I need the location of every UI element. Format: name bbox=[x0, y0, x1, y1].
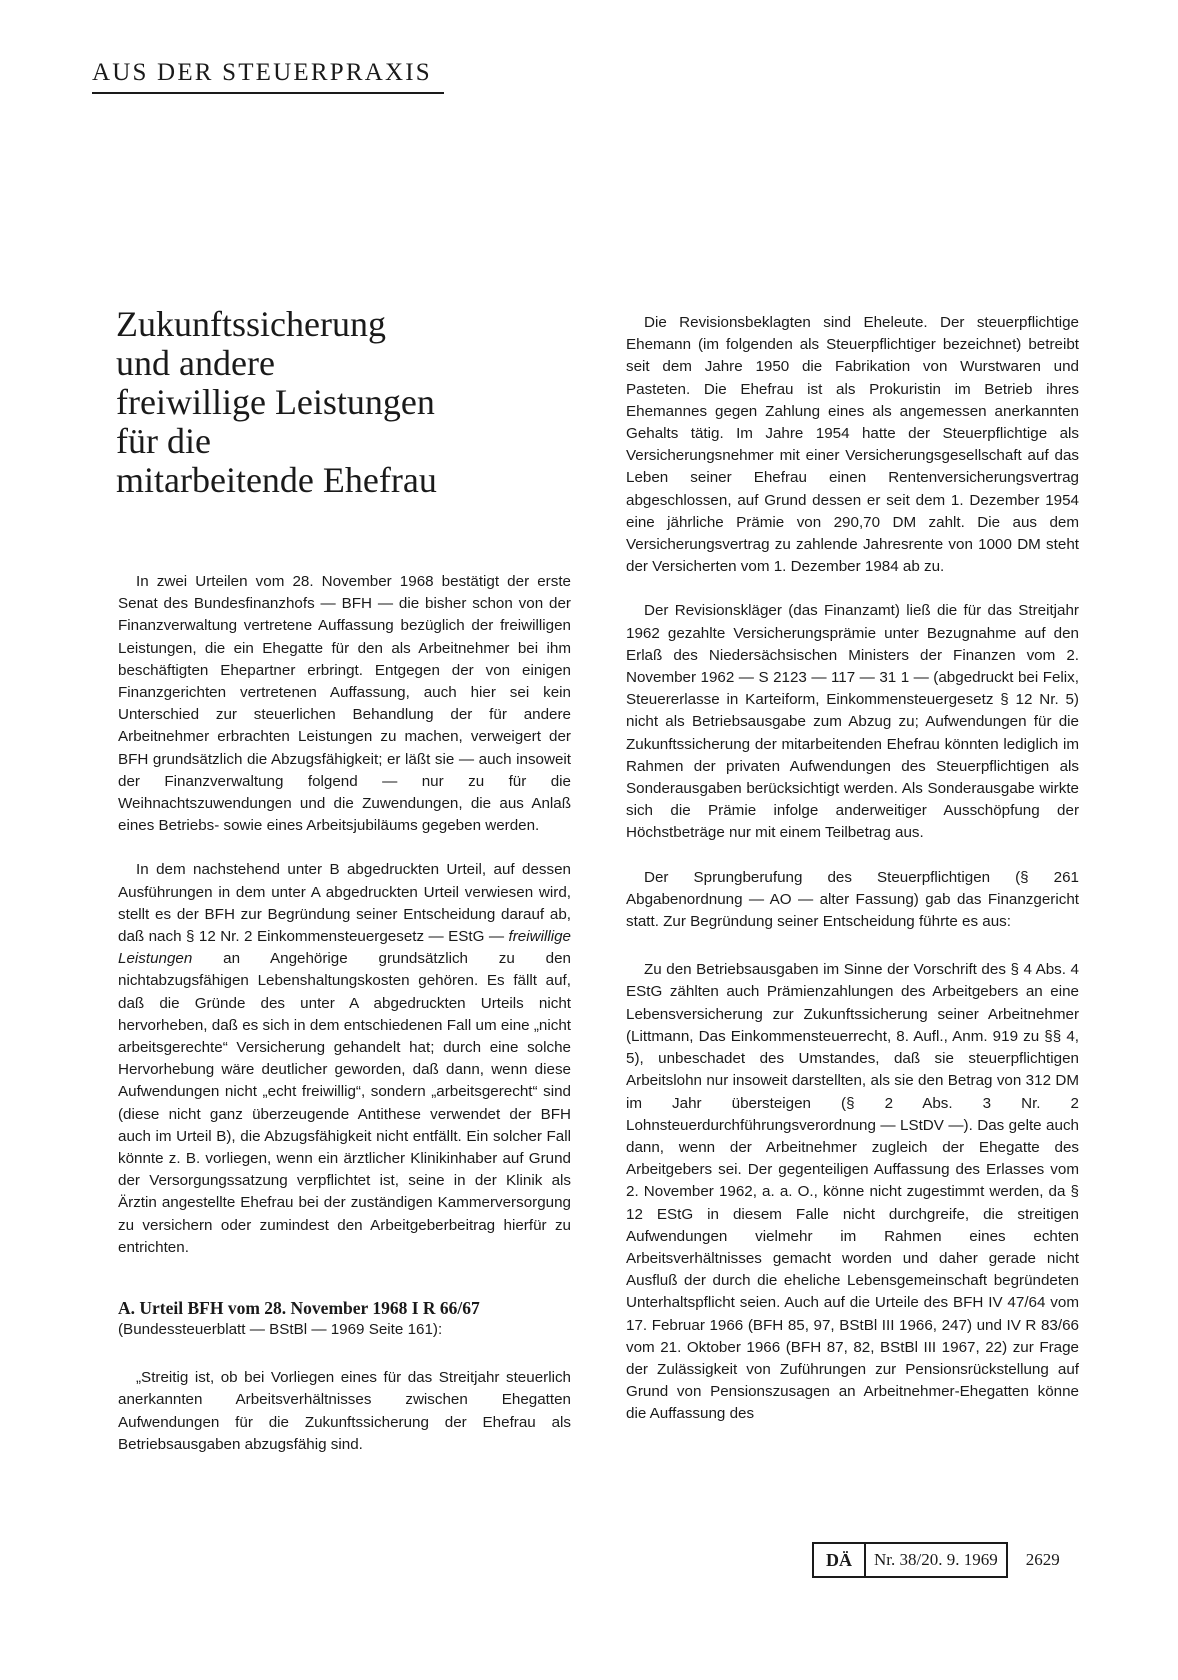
title-line: für die bbox=[116, 421, 211, 461]
title-line: mitarbeitende Ehefrau bbox=[116, 460, 437, 500]
issue-box bbox=[812, 1542, 1008, 1578]
verdict-citation: (Bundessteuerblatt — BStBl — 1969 Seite 161): bbox=[118, 1321, 443, 1339]
right-column bbox=[626, 312, 1079, 1426]
body-paragraph: Die Revisionsbeklagten sind Eheleute. Der steuerpflichtige Ehemann (im folgenden als Steuerpflichtiger bezeichnet) betreibt seit dem Jahre 1950 die Fabrikation von Wurstwaren und Pasteten. Die Ehefrau ist als Prokuristin im Betrieb ihres Ehemannes gegen Zahlung eines als angemessen anerkannten Gehalts tätig. Im Jahre 1954 hatte der Steuerpflichtige als Versicherungsnehmer mit einer Versicherungsgesellschaft auf das Leben seiner Ehefrau einen Rentenversicherungsvertrag abgeschlossen, auf Grund dessen er seit dem 1. Dezember 1954 eine jährliche Prämie von 290,70 DM zahlt. Die aus dem Versicherungsvertrag zu zahlende Jahresrente von 1000 DM steht der Versicherten vom 1. Dezember 1984 ab zu. bbox=[626, 314, 1079, 576]
verdict-title: A. Urteil BFH vom 28. November 1968 I R 66/67 bbox=[118, 1298, 480, 1319]
issue-label: Nr. 38/20. 9. 1969 bbox=[874, 1550, 998, 1569]
verdict-heading bbox=[118, 1297, 571, 1341]
journal-logo: DÄ bbox=[814, 1544, 866, 1576]
body-paragraph bbox=[118, 859, 571, 1259]
emphasis-text: freiwillige Leistungen bbox=[118, 928, 571, 968]
title-line: Zukunftssicherung bbox=[116, 304, 386, 344]
quote-paragraph: „Streitig ist, ob bei Vorliegen eines für das Streitjahr steuerlich anerkannten Arbeitsverhältnisses zwischen Ehegatten Aufwendungen für die Zukunftssicherung der Ehefrau als Betriebsausgaben abzugsfähig sind. bbox=[118, 1369, 571, 1453]
title-line: und andere bbox=[116, 343, 275, 383]
body-paragraph: Zu den Betriebsausgaben im Sinne der Vorschrift des § 4 Abs. 4 EStG zählten auch Prämienzahlungen des Arbeitgebers an eine Lebensversicherung zur Zukunftssicherung seiner Arbeitnehmer (Littmann, Das Einkommensteuerrecht, 8. Aufl., Anm. 919 zu §§ 4, 5), unbeschadet des Umstandes, daß sie steuerpflichtigen Arbeitslohn nur insoweit darstellten, als sie den Betrag von 312 DM im Jahr übersteigen (§ 2 Abs. 3 Nr. 2 Lohnsteuerdurchführungsverordnung — LStDV —). Das gelte auch dann, wenn der Arbeitnehmer zugleich der Ehegatte des Arbeitgebers sei. Der gegenteiligen Auffassung des Erlasses vom 2. November 1962, a. a. O., könne nicht zugestimmt werden, da § 12 EStG in diesem Falle nicht durchgreife, die streitigen Aufwendungen vielmehr im Rahmen eines echten Arbeitsverhältnisses gemacht worden und daher gerade nicht Ausfluß der durch die eheliche Lebensgemeinschaft begründeten Unterhaltspflicht seien. Auch auf die Urteile des BFH IV 47/64 vom 17. Februar 1966 (BFH 85, 97, BStBl III 1966, 247) und IV R 83/66 vom 21. Oktober 1966 (BFH 87, 82, BStBl III 1967, 22) zur Frage der Zulässigkeit von Zuführungen zur Pensionsrückstellung auf Grund von Pensionszusagen an Arbeitnehmer-Ehegatten könne die Auffassung des bbox=[626, 961, 1079, 1423]
title-line: freiwillige Leistungen bbox=[116, 382, 435, 422]
body-paragraph: Der Revisionskläger (das Finanzamt) ließ die für das Streitjahr 1962 gezahlte Versicherungsprämie unter Bezugnahme auf den Erlaß des Niedersächsischen Ministers der Finanzen vom 2. November 1962 — S 2123 — 117 — 31 1 — (abgedruckt bei Felix, Steuererlasse in Karteiform, Einkommensteuergesetz § 12 Nr. 5) nicht als Betriebsausgabe zum Abzug zu; Aufwendungen für die Zukunftssicherung der mitarbeitenden Ehefrau könnten lediglich im Rahmen der privaten Aufwendungen des Steuerpflichtigen als Sonderausgaben berücksichtigt werden. Als Sonderausgabe wirkte sich die Prämie infolge anderweitiger Ausschöpfung der Höchstbeträge nur mit einem Teilbetrag aus. bbox=[626, 602, 1079, 842]
intro-paragraph: In zwei Urteilen vom 28. November 1968 bestätigt der erste Senat des Bundesfinanzhofs — BFH — die bisher schon von der Finanzverwaltung vertretene Auffassung bezüglich der freiwilligen Leistungen, die ein Ehegatte für den als Arbeitnehmer bei ihm beschäftigten Ehepartner erbringt. Entgegen der von einigen Finanzgerichten vertretenen Auffassung, auch hier sei kein Unterschied zur steuerlichen Behandlung der für andere Arbeitnehmer erbrachten Leistungen zu machen, verweigert der BFH grundsätzlich die Abzugsfähigkeit; er läßt sie — auch insoweit der Finanzverwaltung folgend — nur zu für die Weihnachtszuwendungen und die Zuwendungen, die aus Anlaß eines Betriebs- sowie eines Arbeitsjubiläums gegeben werden. bbox=[118, 573, 571, 835]
article-title bbox=[116, 305, 556, 500]
body-text: an Angehörige grundsätzlich zu den nichtabzugsfähigen Lebenshaltungskosten gehören. Es fällt auf, daß die Gründe des unter A abgedruckten Urteils nicht hervorheben, daß es sich in dem entschiedenen Fall um eine „nicht arbeitsgerechte“ Versicherung gehandelt hat; durch eine solche Hervorhebung wäre deutlicher geworden, daß dann, wenn diese Aufwendungen nicht „echt freiwillig“, sondern „arbeitsgerecht“ sind (diese nicht ganz überzeugende Antithese verwendet der BFH auch im Urteil B), die Abzugsfähigkeit nicht entfällt. Ein solcher Fall könnte z. B. vorliegen, wenn ein ärztlicher Klinikinhaber auf Grund der Versorgungssatzung verpflichtet ist, seine in der Klinik als Ärztin angestellte Ehefrau bei der zuständigen Kammerversorgung zu versichern oder zumindest den Arbeitgeberbeitrag hierfür zu entrichten. bbox=[118, 950, 571, 1256]
body-text: In dem nachstehend unter B abgedruckten Urteil, auf dessen Ausführungen in dem unter A abgedruckten Urteil verwiesen wird, stellt es der BFH zur Begründung seiner Entscheidung darauf ab, daß nach § 12 Nr. 2 Einkommensteuergesetz — EStG — bbox=[118, 861, 571, 946]
section-header: AUS DER STEUERPRAXIS bbox=[92, 58, 444, 94]
page-footer bbox=[812, 1542, 1060, 1578]
left-column bbox=[118, 571, 571, 1456]
body-paragraph: Der Sprungberufung des Steuerpflichtigen (§ 261 Abgabenordnung — AO — alter Fassung) gab das Finanzgericht statt. Zur Begründung seiner Entscheidung führte es aus: bbox=[626, 868, 1079, 931]
page-number: 2629 bbox=[1025, 1550, 1060, 1569]
